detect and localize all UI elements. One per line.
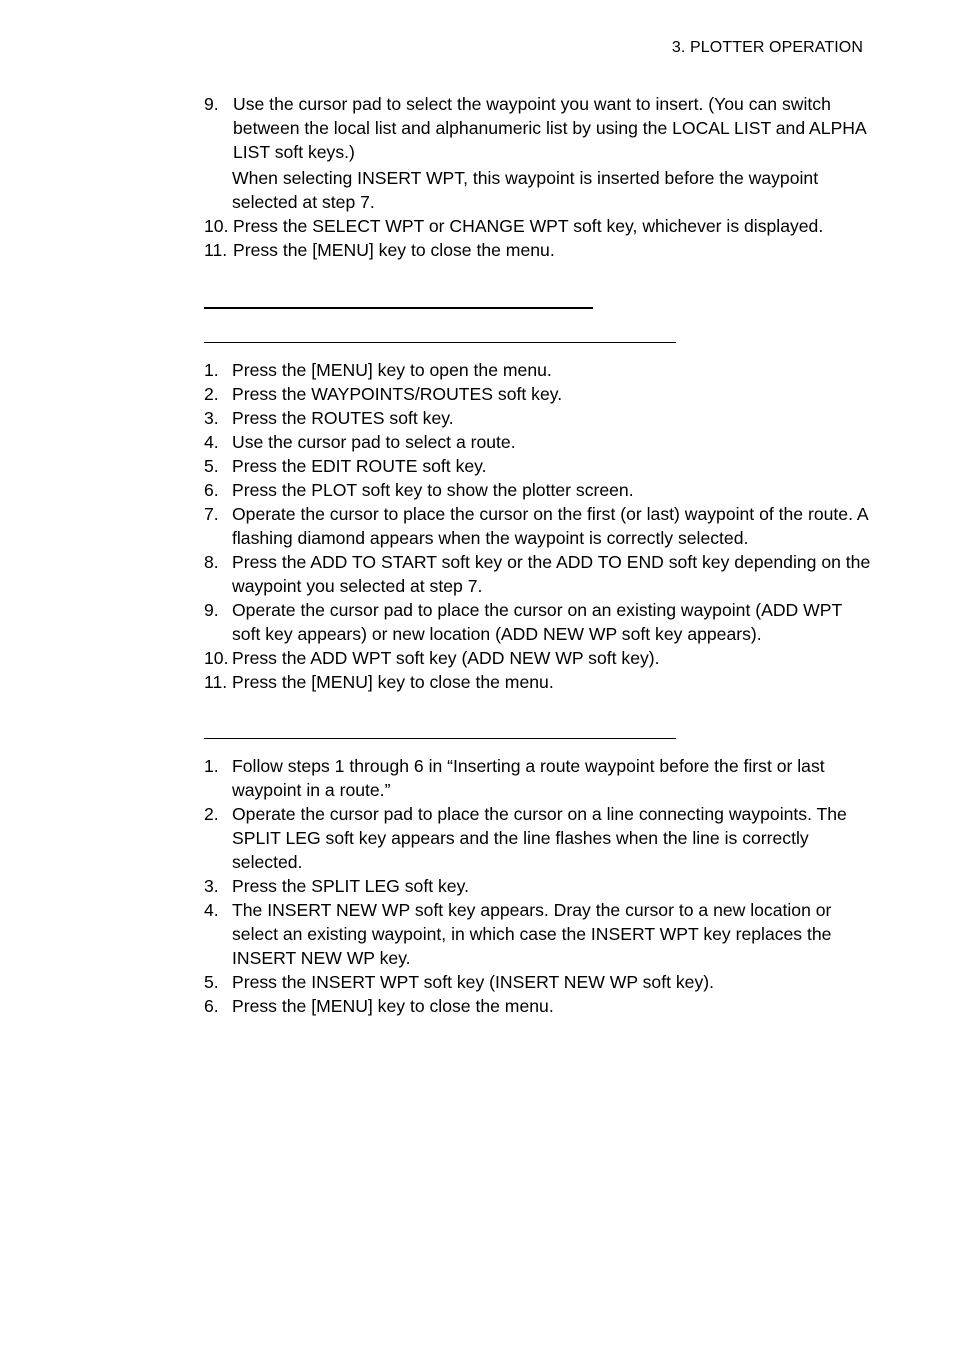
list-item [204, 214, 874, 238]
list-item [204, 802, 874, 874]
list-item [204, 454, 874, 478]
step-number: 4. [204, 432, 219, 452]
step-number: 1. [204, 360, 219, 380]
step-text: Press the ROUTES soft key. [232, 408, 454, 428]
list-item [204, 754, 874, 802]
step-number: 5. [204, 972, 219, 992]
step-number: 10. [204, 648, 229, 668]
step-number: 11. [204, 672, 228, 692]
list-item [204, 970, 874, 994]
step-text: Press the ADD TO START soft key or the ADD TO END soft key depending on the waypoint you selected at step 7. [232, 552, 871, 596]
step-text: Press the [MENU] key to close the menu. [232, 672, 554, 692]
step-text: Press the SELECT WPT or CHANGE WPT soft key, whichever is displayed. [233, 216, 824, 236]
step-list-add-to-route [204, 358, 874, 694]
subheading-rule [204, 342, 676, 343]
step-text: Press the [MENU] key to close the menu. [232, 996, 554, 1016]
step-number: 9. [204, 94, 219, 114]
step-text: Operate the cursor to place the cursor on the first (or last) waypoint of the route. A flashing diamond appears when the waypoint is correctly selected. [232, 504, 868, 548]
step-number: 7. [204, 504, 219, 524]
step-number: 2. [204, 804, 219, 824]
list-item [204, 502, 874, 550]
list-item [204, 994, 874, 1018]
step-number: 3. [204, 408, 219, 428]
subheading-rule [204, 738, 676, 739]
step-text: Operate the cursor pad to place the cursor on a line connecting waypoints. The SPLIT LEG soft key appears and the line flashes when the line is correctly selected. [232, 804, 847, 872]
step-number: 10. [204, 216, 229, 236]
list-item [204, 478, 874, 502]
step-number: 9. [204, 600, 219, 620]
list-item [204, 598, 874, 646]
list-item [204, 382, 874, 406]
list-item [204, 406, 874, 430]
list-item [204, 646, 874, 670]
step-text: Press the ADD WPT soft key (ADD NEW WP soft key). [232, 648, 660, 668]
list-item [204, 358, 874, 382]
step-text: Press the INSERT WPT soft key (INSERT NEW WP soft key). [232, 972, 714, 992]
step-number: 4. [204, 900, 219, 920]
list-item [204, 670, 874, 694]
step-number: 8. [204, 552, 219, 572]
step-text: Press the WAYPOINTS/ROUTES soft key. [232, 384, 563, 404]
step-text: Press the [MENU] key to open the menu. [232, 360, 552, 380]
list-item [204, 550, 874, 598]
list-item [204, 92, 874, 164]
running-header: 3. PLOTTER OPERATION [671, 39, 863, 56]
step-number: 6. [204, 996, 219, 1016]
step-note: When selecting INSERT WPT, this waypoint is inserted before the waypoint selected at step 7. [232, 168, 819, 212]
list-item [204, 874, 874, 898]
step-text: Operate the cursor pad to place the cursor on an existing waypoint (ADD WPT soft key appears) or new location (ADD NEW WP soft key appears). [232, 600, 842, 644]
step-text: The INSERT NEW WP soft key appears. Dray the cursor to a new location or select an existing waypoint, in which case the INSERT WPT key replaces the INSERT NEW WP key. [232, 900, 832, 968]
step-text: Use the cursor pad to select the waypoint you want to insert. (You can switch between the local list and alphanumeric list by using the LOCAL LIST and ALPHA LIST soft keys.) [233, 94, 866, 162]
step-number: 2. [204, 384, 219, 404]
step-number: 6. [204, 480, 219, 500]
step-text: Follow steps 1 through 6 in “Inserting a route waypoint before the first or last waypoint in a route.” [232, 756, 825, 800]
list-item [204, 898, 874, 970]
step-list-split-leg [204, 754, 874, 1018]
step-text: Use the cursor pad to select a route. [232, 432, 516, 452]
step-number: 11. [204, 240, 228, 260]
step-text: Press the PLOT soft key to show the plotter screen. [232, 480, 634, 500]
step-text: Press the [MENU] key to close the menu. [233, 240, 555, 260]
heading-rule [204, 307, 593, 309]
list-item [204, 238, 874, 262]
step-text: Press the SPLIT LEG soft key. [232, 876, 469, 896]
step-list-insert-wpt [204, 92, 874, 262]
step-text: Press the EDIT ROUTE soft key. [232, 456, 487, 476]
step-number: 1. [204, 756, 219, 776]
list-item [204, 430, 874, 454]
step-number: 3. [204, 876, 219, 896]
step-number: 5. [204, 456, 219, 476]
